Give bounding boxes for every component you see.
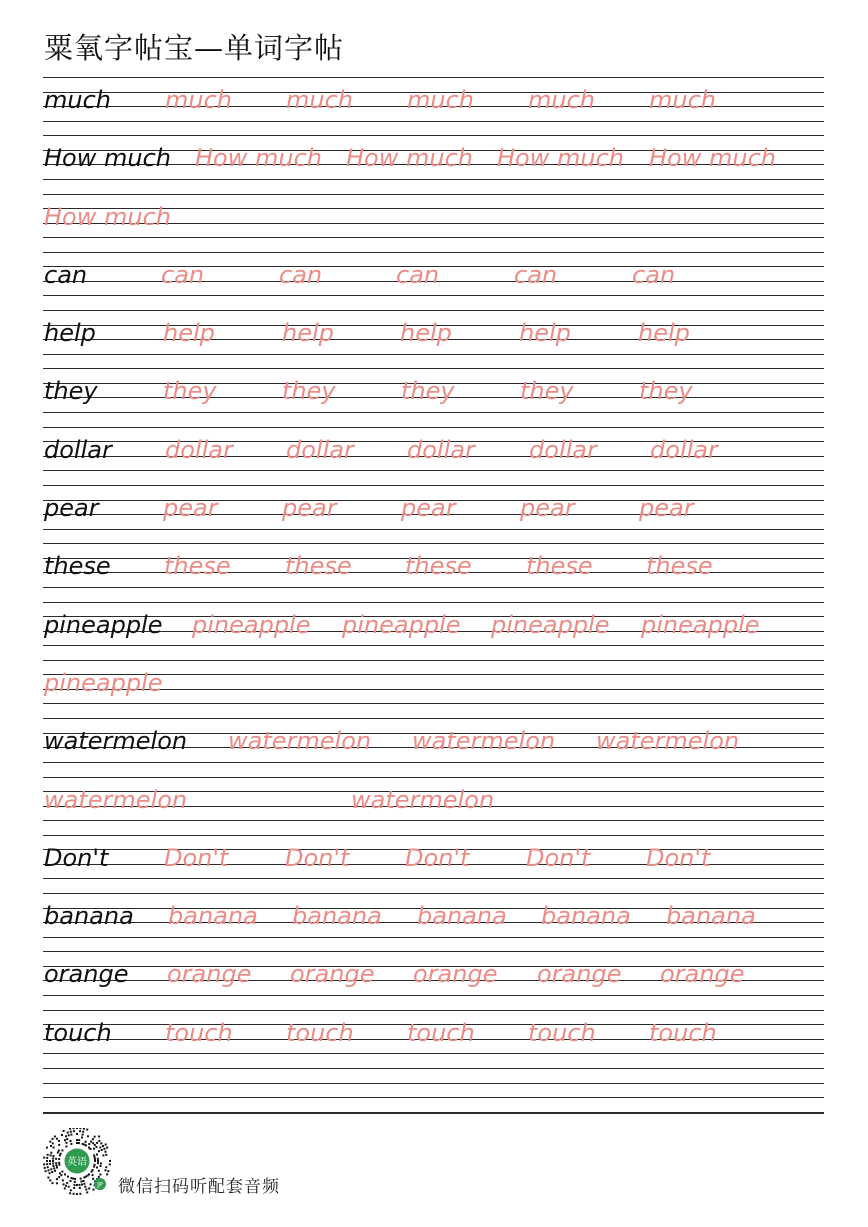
trace-word: touch [286,1018,354,1047]
ruled-line [43,835,824,836]
trace-word: banana [541,902,631,931]
ruled-line [43,121,824,122]
trace-word: help [282,319,334,348]
ruled-line [43,645,824,646]
trace-word: much [407,86,474,114]
trace-word: much [286,86,353,114]
trace-word: Don't [164,843,229,872]
trace-word: can [279,260,323,289]
trace-word: orange [290,960,375,989]
practice-row [43,135,824,193]
trace-word: these [164,552,231,581]
trace-word: How much [44,202,171,231]
model-word: orange [44,960,129,989]
trace-word: can [632,260,676,289]
trace-word: dollar [286,435,354,464]
trace-word: How much [195,144,322,173]
row-words [43,722,824,760]
model-word: much [44,86,111,114]
row-words [43,314,824,352]
ruled-line [43,485,824,486]
trace-word: banana [666,902,756,931]
trace-word: can [396,260,440,289]
ruled-line [43,237,824,238]
ruled-line [43,995,824,996]
trace-word: Don't [646,843,711,872]
trace-word: much [528,86,595,114]
qr-corner-label: JP [97,1181,103,1189]
trace-word: dollar [165,435,233,464]
trace-word: can [514,260,558,289]
trace-word: these [285,552,352,581]
footer [42,1128,442,1198]
practice-row [43,252,824,310]
ruled-line [43,587,824,588]
trace-word: they [163,377,217,406]
trace-word: these [646,552,713,581]
ruled-line [43,354,824,355]
trace-word: touch [528,1018,596,1047]
model-word: touch [44,1018,112,1047]
trace-word: watermelon [44,785,188,814]
ruled-line [43,1010,824,1011]
trace-word: help [638,319,690,348]
trace-word: much [165,86,232,114]
practice-row [43,660,824,718]
trace-word: pear [282,494,337,523]
model-word: they [44,377,98,406]
trace-word: pear [520,494,575,523]
ruled-line [43,295,824,296]
trace-word: watermelon [596,727,740,756]
ruled-line [43,893,824,894]
trace-word: help [400,319,452,348]
ruled-line [43,820,824,821]
row-words [43,431,824,469]
row-words [43,1072,824,1110]
trace-word: How much [649,144,776,173]
trace-word: orange [660,960,745,989]
practice-row [43,310,824,368]
row-words [43,489,824,527]
practice-row [43,485,824,543]
ruled-line [43,1068,824,1069]
ruled-line [43,602,824,603]
qr-badge-label: 英语 [67,1157,87,1168]
trace-word: help [163,319,215,348]
ruled-line [43,368,824,369]
row-words [43,372,824,410]
trace-word: help [519,319,571,348]
ruled-line [43,703,824,704]
ruled-line [43,252,824,253]
footer-caption: 微信扫码听配套音频 [118,1177,280,1197]
practice-row [43,602,824,660]
trace-word: they [401,377,455,406]
trace-word: Don't [285,843,350,872]
practice-row [43,893,824,951]
ruled-line [43,718,824,719]
trace-word: Don't [405,843,470,872]
row-words [43,139,824,177]
ruled-line [43,77,824,78]
trace-word: watermelon [228,727,372,756]
trace-word: they [520,377,574,406]
ruled-line [43,427,824,428]
trace-word: these [526,552,593,581]
ruled-line [43,179,824,180]
bottom-rule [43,1113,824,1114]
ruled-line [43,762,824,763]
row-words [43,664,824,702]
row-words [43,1014,824,1052]
row-words [43,955,824,993]
practice-sheet [43,77,824,1126]
trace-word: pear [163,494,218,523]
trace-word: Don't [526,843,591,872]
ruled-line [43,878,824,879]
ruled-line [43,660,824,661]
ruled-line [43,135,824,136]
trace-word: pear [401,494,456,523]
model-word: help [44,319,96,348]
practice-row [43,543,824,601]
trace-word: orange [167,960,252,989]
row-words [43,781,824,819]
trace-word: dollar [650,435,718,464]
trace-word: pear [639,494,694,523]
practice-row [43,1068,824,1126]
practice-row [43,951,824,1009]
trace-word: How much [346,144,473,173]
model-word: these [44,552,111,581]
model-word: dollar [44,435,112,464]
trace-word: they [282,377,336,406]
trace-word: touch [649,1018,717,1047]
practice-row [43,77,824,135]
ruled-line [43,543,824,544]
practice-row [43,777,824,835]
trace-word: watermelon [351,785,495,814]
trace-word: dollar [529,435,597,464]
ruled-line [43,529,824,530]
ruled-line [43,194,824,195]
practice-row [43,835,824,893]
trace-word: pineapple [491,610,610,639]
row-words [43,547,824,585]
trace-word: pineapple [44,668,163,697]
ruled-line [43,470,824,471]
trace-word: pineapple [641,610,760,639]
trace-word: pineapple [342,610,461,639]
row-words [43,256,824,294]
trace-word: orange [537,960,622,989]
trace-word: How much [497,144,624,173]
model-word: Don't [44,843,109,872]
row-words [43,839,824,877]
ruled-line [43,310,824,311]
practice-row [43,718,824,776]
trace-word: watermelon [412,727,556,756]
trace-word: touch [165,1018,233,1047]
trace-word: they [639,377,693,406]
trace-word: banana [168,902,258,931]
ruled-line [43,937,824,938]
trace-word: can [161,260,205,289]
trace-word: these [405,552,472,581]
row-words [43,81,824,119]
trace-word: dollar [407,435,475,464]
ruled-line [43,777,824,778]
model-word: can [44,260,88,289]
trace-word: banana [417,902,507,931]
ruled-line [43,1053,824,1054]
model-word: How much [44,144,171,173]
row-words [43,198,824,236]
ruled-line [43,951,824,952]
model-word: pineapple [44,610,163,639]
practice-row [43,194,824,252]
practice-row [43,427,824,485]
qr-code-icon[interactable] [42,1128,112,1198]
page-title: 粟氧字帖宝—单词字帖 [44,31,345,65]
model-word: banana [44,902,134,931]
trace-word: pineapple [192,610,311,639]
trace-word: orange [413,960,498,989]
model-word: pear [44,494,99,523]
trace-word: banana [292,902,382,931]
practice-row [43,368,824,426]
model-word: watermelon [44,727,188,756]
ruled-line [43,412,824,413]
trace-word: touch [407,1018,475,1047]
row-words [43,897,824,935]
practice-row [43,1010,824,1068]
trace-word: much [649,86,716,114]
row-words [43,606,824,644]
